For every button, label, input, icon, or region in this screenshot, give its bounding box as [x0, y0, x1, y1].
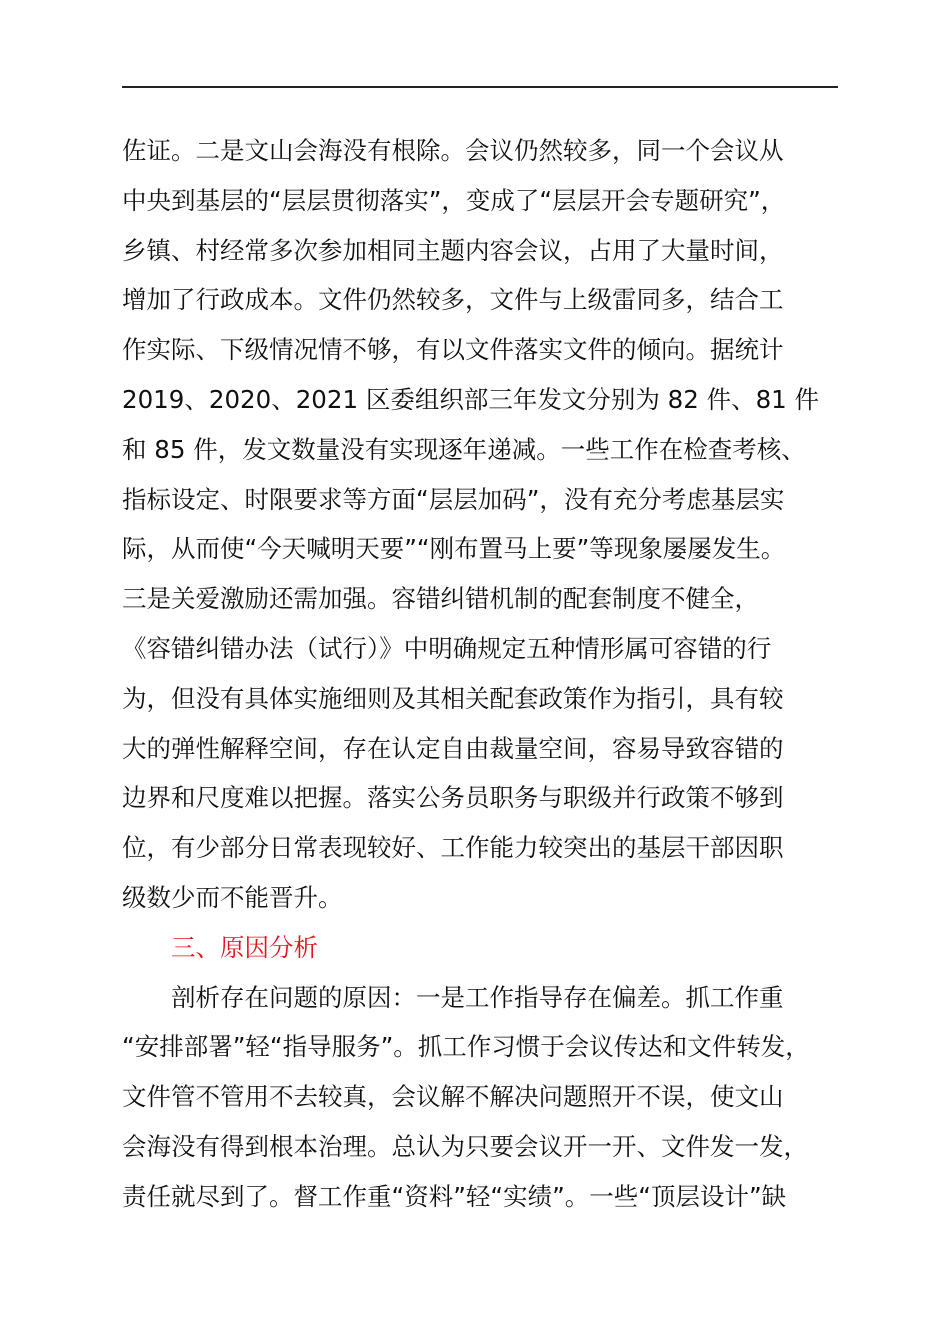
section-heading: 三、原因分析 [171, 932, 318, 962]
body-line: 指标设定、时限要求等方面“层层加码”，没有充分考虑基层实 [122, 484, 785, 514]
body-line: 边界和尺度难以把握。落实公务员职务与职级并行政策不够到 [122, 783, 784, 813]
header-rule [122, 86, 838, 88]
body-line: 中央到基层的“层层贯彻落实”，变成了“层层开会专题研究”， [122, 185, 786, 215]
body-line: 际，从而使“今天喊明天要”“刚布置马上要”等现象屡屡发生。 [122, 534, 786, 564]
body-line: 为，但没有具体实施细则及其相关配套政策作为指引，具有较 [122, 683, 784, 713]
body-line: 位，有少部分日常表现较好、工作能力较突出的基层干部因职 [122, 833, 784, 863]
body-line: 文件管不管用不去较真，会议解不解决问题照开不误，使文山 [122, 1082, 784, 1112]
body-line: 级数少而不能晋升。 [122, 882, 343, 912]
body-line: 三是关爱激励还需加强。容错纠错机制的配套制度不健全， [122, 584, 759, 614]
body-line: 责任就尽到了。督工作重“资料”轻“实绩”。一些“顶层设计”缺 [122, 1181, 787, 1211]
body-line: 增加了行政成本。文件仍然较多，文件与上级雷同多，结合工 [122, 285, 784, 315]
body-line: 乡镇、村经常多次参加相同主题内容会议，占用了大量时间， [122, 235, 784, 265]
body-line: 《容错纠错办法（试行）》中明确规定五种情形属可容错的行 [122, 633, 772, 663]
body-line: 佐证。二是文山会海没有根除。会议仍然较多，同一个会议从 [122, 136, 784, 165]
document-body [122, 126, 838, 1222]
body-line: 作实际、下级情况情不够，有以文件落实文件的倾向。据统计 [122, 335, 784, 365]
body-line: 2019、2020、2021 区委组织部三年发文分别为 82 件、81 件 [122, 384, 820, 414]
body-line: 大的弹性解释空间，存在认定自由裁量空间，容易导致容错的 [122, 733, 784, 763]
body-line: 和 85 件，发文数量没有实现逐年递减。一些工作在检查考核、 [122, 434, 806, 464]
paragraph-first-line: 剖析存在问题的原因：一是工作指导存在偏差。抓工作重 [171, 982, 784, 1012]
body-line: 会海没有得到根本治理。总认为只要会议开一开、文件发一发， [122, 1131, 808, 1161]
body-line: “安排部署”轻“指导服务”。抓工作习惯于会议传达和文件转发， [122, 1032, 810, 1062]
